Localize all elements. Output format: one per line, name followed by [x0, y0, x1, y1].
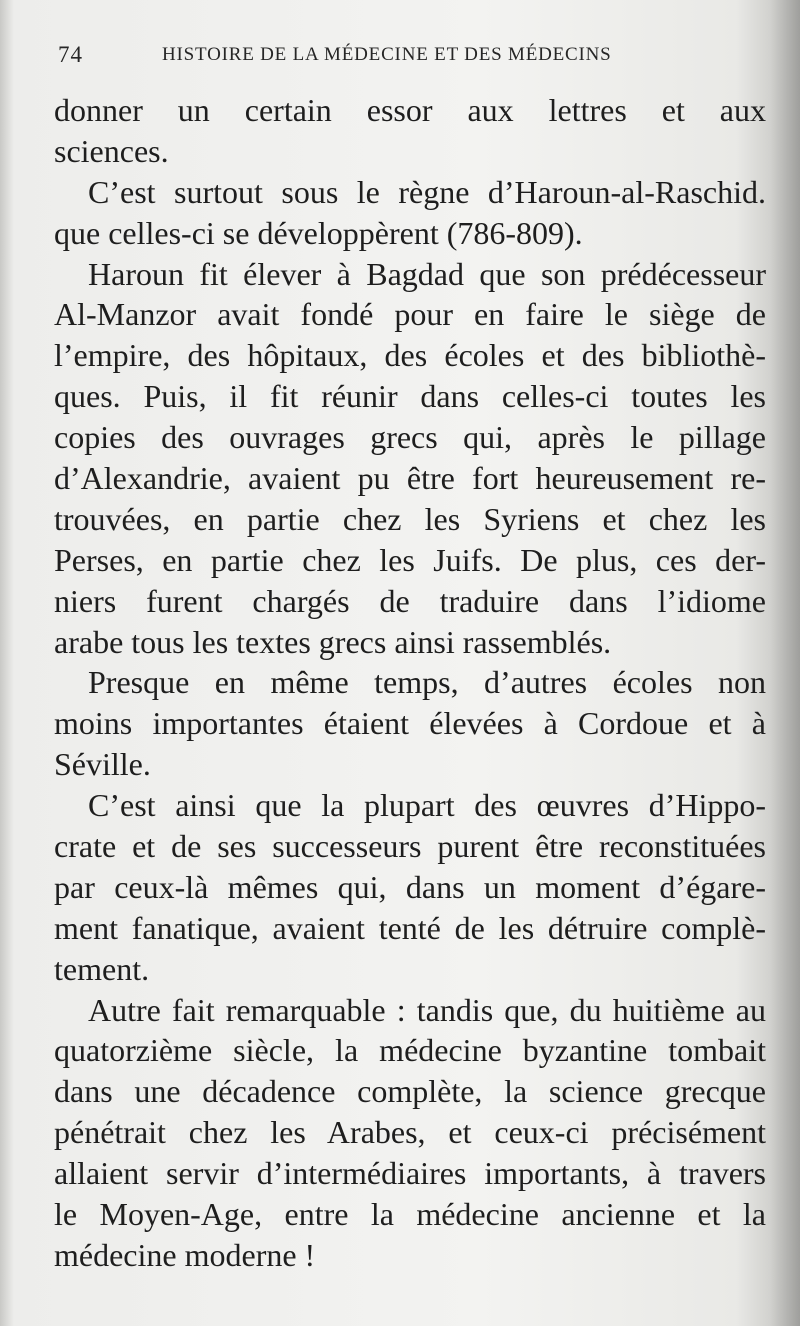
text-body	[54, 90, 766, 1276]
text-line: Presque en même temps, d’autres écoles non	[88, 664, 766, 701]
text-line: le Moyen-Age, entre la médecine ancienne et la	[54, 1196, 766, 1233]
text-line: d’Alexandrie, avaient pu être fort heureusement re-	[54, 460, 766, 497]
text-line: sciences.	[54, 132, 169, 169]
text-line: l’empire, des hôpitaux, des écoles et des bibliothè-	[54, 337, 766, 374]
text-line: ment fanatique, avaient tenté de les détruire complè-	[54, 909, 766, 946]
text-line: par ceux-là mêmes qui, dans un moment d’égare-	[54, 868, 766, 905]
text-line: niers furent chargés de traduire dans l’idiome	[54, 582, 766, 619]
text-line: pénétrait chez les Arabes, et ceux-ci précisément	[54, 1114, 766, 1151]
text-line: ques. Puis, il fit réunir dans celles-ci toutes les	[54, 378, 766, 415]
text-line: médecine moderne !	[54, 1236, 316, 1273]
text-line: Perses, en partie chez les Juifs. De plus, ces der-	[54, 541, 766, 578]
page-number: 74	[58, 42, 83, 67]
text-line: dans une décadence complète, la science grecque	[54, 1073, 766, 1110]
text-line: moins importantes étaient élevées à Cordoue et à	[54, 705, 766, 742]
text-line: Autre fait remarquable : tandis que, du huitième au	[88, 991, 766, 1028]
text-line: copies des ouvrages grecs qui, après le pillage	[54, 419, 766, 456]
text-line: Séville.	[54, 746, 151, 783]
text-line: crate et de ses successeurs purent être reconstituées	[54, 828, 766, 865]
page-edge-shadow	[770, 0, 800, 1326]
text-line: que celles-ci se développèrent (786-809).	[54, 214, 583, 251]
text-line: allaient servir d’intermédiaires importants, à travers	[54, 1155, 766, 1192]
text-line: tement.	[54, 950, 150, 987]
text-line: C’est surtout sous le règne d’Haroun-al-Raschid.	[88, 173, 766, 210]
page-header	[58, 42, 770, 74]
text-line: C’est ainsi que la plupart des œuvres d’Hippo-	[88, 787, 766, 824]
text-line: trouvées, en partie chez les Syriens et chez les	[54, 500, 766, 537]
text-line: Al-Manzor avait fondé pour en faire le siège de	[54, 296, 766, 333]
text-line: quatorzième siècle, la médecine byzantine tombait	[54, 1032, 766, 1069]
text-line: donner un certain essor aux lettres et aux	[54, 92, 766, 128]
text-line: Haroun fit élever à Bagdad que son prédécesseur	[88, 255, 766, 292]
text-line: arabe tous les textes grecs ainsi rassemblés.	[54, 623, 612, 660]
running-title: HISTOIRE DE LA MÉDECINE ET DES MÉDECINS	[162, 44, 612, 65]
